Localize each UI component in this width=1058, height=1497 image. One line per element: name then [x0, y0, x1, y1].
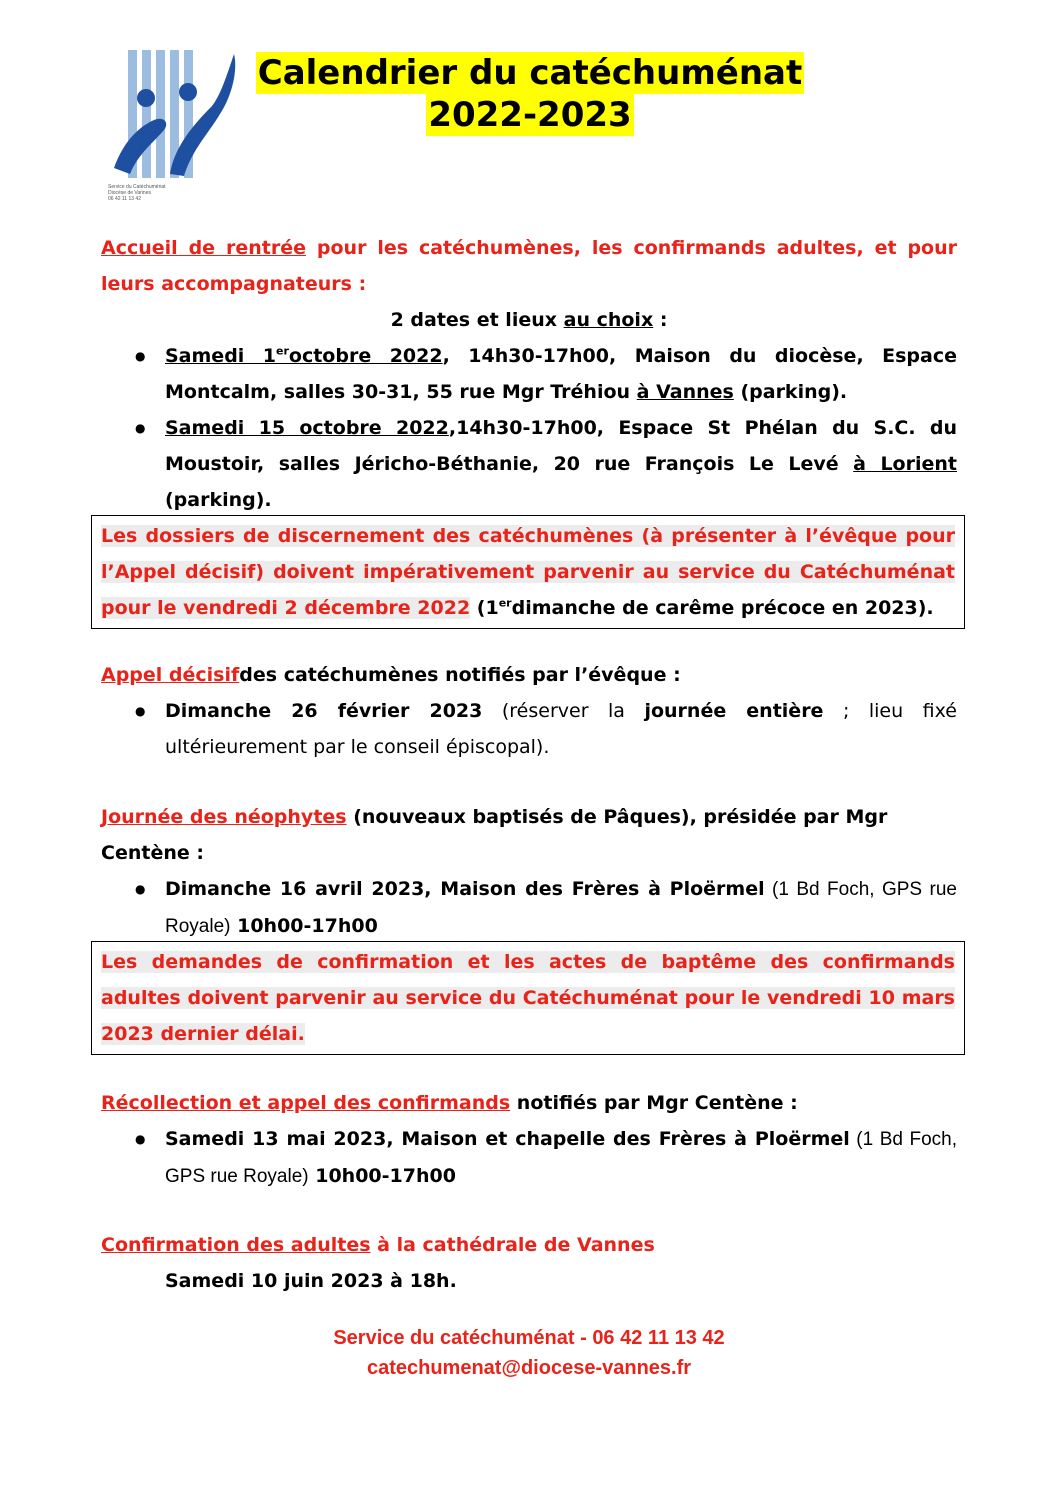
accueil-list	[101, 338, 957, 518]
dossiers-notice-text: Les dossiers de discernement des catéchumènes (à présenter à l’évêque pour l’Appel décisif) doivent impérativement parvenir au service du Catéchuménat pour le vendredi 2 décembre 2022	[101, 525, 955, 619]
recollection-item-normal: (1 Bd Foch, GPS rue Royale)	[165, 1129, 957, 1187]
appel-heading-link: Appel décisif	[101, 664, 240, 686]
accueil-item2-rest-a: ,14h30-17h00, Espace St Phélan du S.C. du Moustoir, salles Jéricho-Béthanie, 20 rue François Le Levé	[165, 417, 958, 475]
page-title	[200, 52, 860, 136]
appel-item-bold: journée entière	[644, 700, 824, 722]
footer-email-link[interactable]: catechumenat@diocese-vannes.fr	[366, 1357, 692, 1379]
logo-caption-line1: Service du Catéchuménat	[108, 184, 166, 190]
dossiers-notice-pre: (1	[470, 597, 499, 619]
footer-contact	[0, 1323, 1058, 1383]
confirmation-heading-rest: à la cathédrale de Vannes	[370, 1234, 655, 1256]
appel-item-a: (réserver la	[482, 700, 645, 722]
accueil-item2-place: à Lorient	[853, 453, 957, 475]
list-item	[101, 338, 957, 410]
recollection-heading-link: Récollection et appel des confirmands	[101, 1092, 511, 1114]
confirmation-notice-text: Les demandes de confirmation et les actes de baptême des confirmands adultes doivent parvenir au service du Catéchuménat pour le vendredi 10 mars 2023 dernier délai.	[101, 951, 955, 1045]
footer-service-phone: Service du catéchuménat - 06 42 11 13 42	[333, 1327, 725, 1349]
neophytes-item-time: 10h00-17h00	[230, 915, 378, 937]
accueil-heading-rest: pour les catéchumènes, les confirmands adultes, et pour leurs accompagnateurs :	[101, 237, 957, 295]
appel-heading	[101, 657, 957, 693]
recollection-list	[101, 1121, 957, 1195]
title-line-2: 2022-2023	[428, 95, 632, 135]
appel-heading-rest: des catéchumènes notifiés par l’évêque :	[239, 664, 681, 686]
neophytes-list	[101, 871, 957, 945]
accueil-item2-date: Samedi 15 octobre 2022	[165, 417, 449, 439]
neophytes-heading-link: Journée des néophytes	[101, 806, 347, 828]
confirmation-notice-box	[91, 941, 965, 1055]
list-item	[101, 871, 957, 945]
recollection-heading-rest: notifiés par Mgr Centène :	[510, 1092, 798, 1114]
accueil-choice-pre: 2 dates et lieux	[390, 309, 564, 331]
accueil-choice-post: :	[653, 309, 668, 331]
appel-list	[101, 693, 957, 765]
confirmation-heading	[101, 1227, 957, 1263]
accueil-item1-date-a: Samedi 1	[165, 345, 277, 367]
recollection-item-time: 10h00-17h00	[308, 1165, 456, 1187]
accueil-item2-rest-b: (parking).	[165, 489, 272, 511]
neophytes-item-normal: (1 Bd Foch, GPS rue Royale)	[165, 879, 957, 937]
dossiers-notice-box	[91, 515, 965, 629]
appel-item-date: Dimanche 26 février 2023	[165, 700, 483, 722]
accueil-item1-sup: er	[276, 344, 289, 358]
neophytes-item-bold: Dimanche 16 avril 2023, Maison des Frères à Ploërmel	[165, 878, 765, 900]
neophytes-heading	[101, 799, 957, 871]
accueil-heading	[101, 230, 957, 302]
accueil-item1-place: à Vannes	[636, 381, 734, 403]
dossiers-notice-post: dimanche de carême précoce en 2023).	[511, 597, 934, 619]
logo-caption-line3: 06 42 11 13 42	[108, 196, 141, 202]
section-recollection	[101, 1085, 957, 1195]
section-neophytes	[101, 799, 957, 945]
accueil-choice	[101, 302, 957, 338]
title-line-1: Calendrier du catéchuménat	[257, 53, 803, 93]
accueil-item1-date	[165, 345, 443, 367]
recollection-heading	[101, 1085, 957, 1121]
recollection-item-bold: Samedi 13 mai 2023, Maison et chapelle des Frères à Ploërmel	[165, 1128, 850, 1150]
accueil-heading-link: Accueil de rentrée	[101, 237, 306, 259]
logo-caption-line2: Diocèse de Vannes	[108, 190, 151, 196]
accueil-item1-rest-a: , 14h30-17h00, Maison du diocèse, Espace Montcalm, salles 30-31, 55 rue Mgr Tréhiou	[165, 345, 958, 403]
dossiers-notice-sup: er	[498, 596, 512, 610]
appel-item-b: ; lieu fixé ultérieurement par le conseil épiscopal).	[165, 700, 957, 758]
list-item	[101, 693, 957, 765]
section-confirmation	[101, 1227, 957, 1299]
confirmation-date: Samedi 10 juin 2023 à 18h.	[165, 1270, 457, 1292]
list-item	[101, 1121, 957, 1195]
neophytes-heading-rest: (nouveaux baptisés de Pâques), présidée par Mgr Centène :	[101, 806, 888, 864]
section-accueil	[101, 230, 957, 518]
accueil-choice-link: au choix	[563, 309, 654, 331]
accueil-item1-date-b: octobre 2022	[288, 345, 443, 367]
section-appel	[101, 657, 957, 765]
accueil-item1-rest-b: (parking).	[733, 381, 848, 403]
list-item	[101, 410, 957, 518]
confirmation-heading-link: Confirmation des adultes	[101, 1234, 371, 1256]
